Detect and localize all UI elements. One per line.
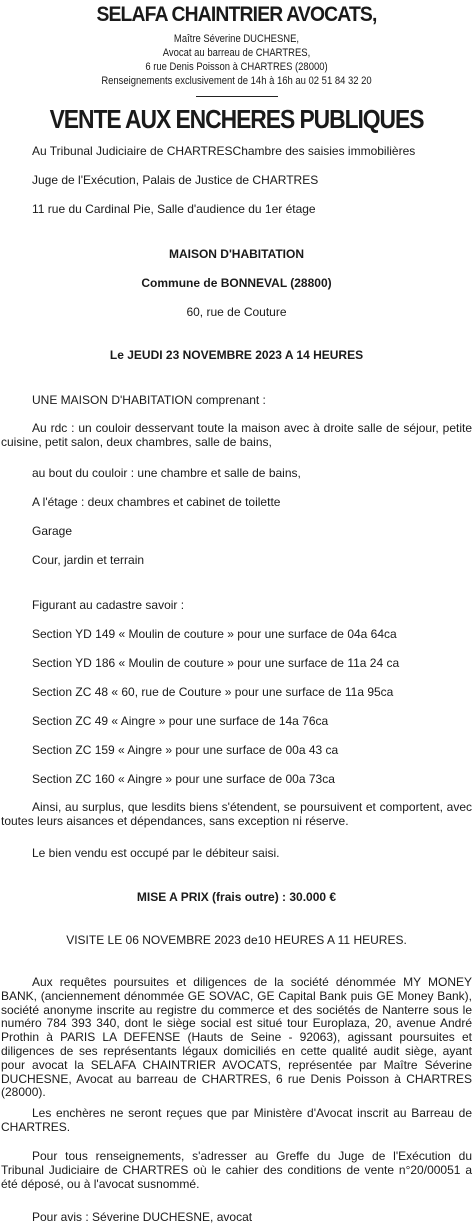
description-intro: UNE MAISON D'HABITATION comprenant : bbox=[32, 393, 266, 407]
sale-title: VENTE AUX ENCHERES PUBLIQUES bbox=[49, 104, 424, 134]
description-bout: au bout du couloir : une chambre et salle de bains, bbox=[32, 466, 301, 480]
cadastre-section: Section ZC 49 « Aingre » pour une surface de 14a 76ca bbox=[32, 714, 329, 728]
starting-price: MISE A PRIX (frais outre) : 30.000 € bbox=[136, 890, 337, 904]
signature: Pour avis : Séverine DUCHESNE, avocat bbox=[32, 1210, 253, 1224]
cadastre-section: Section ZC 160 « Aingre » pour une surface de 00a 73ca bbox=[32, 772, 335, 786]
description-garage: Garage bbox=[32, 524, 73, 538]
lawyer-address: 6 rue Denis Poisson à CHARTRES (28000) bbox=[145, 61, 328, 73]
description-etage: A l'étage : deux chambres et cabinet de toilette bbox=[32, 495, 281, 509]
info-paragraph: Pour tous renseignements, s'adresser au Greffe du Juge de l'Exécution du Tribunal Judiciaire de CHARTRES où le cahier des conditions de vente n°20/00051 a été déposé, ou à l'avocat susnommé. bbox=[1, 1149, 472, 1191]
property-address: 60, rue de Couture bbox=[186, 305, 287, 319]
firm-name: SELAFA CHAINTRIER AVOCATS, bbox=[96, 3, 377, 26]
lawyer-name: Maître Séverine DUCHESNE, bbox=[173, 33, 300, 45]
lawyer-bar: Avocat au barreau de CHARTRES, bbox=[162, 47, 311, 59]
lawyer-hours: Renseignements exclusivement de 14h à 16h au 02 51 84 32 20 bbox=[101, 75, 372, 87]
bids-paragraph: Les enchères ne seront reçues que par Ministère d'Avocat inscrit au Barreau de CHARTRES. bbox=[1, 1106, 472, 1134]
header-divider bbox=[196, 96, 278, 97]
court-line-2: Juge de l'Exécution, Palais de Justice de CHARTRES bbox=[32, 173, 319, 187]
sale-date: Le JEUDI 23 NOVEMBRE 2023 A 14 HEURES bbox=[109, 348, 364, 362]
property-commune: Commune de BONNEVAL (28800) bbox=[141, 276, 332, 290]
court-line-3: 11 rue du Cardinal Pie, Salle d'audience du 1er étage bbox=[32, 202, 316, 216]
property-type: MAISON D'HABITATION bbox=[168, 247, 305, 261]
description-cour: Cour, jardin et terrain bbox=[32, 553, 145, 567]
requests-paragraph: Aux requêtes poursuites et diligences de la société dénommée MY MONEY BANK, (anciennement dénommée GE SOVAC, GE Capital Bank puis GE Money Bank), société anonyme inscrite au registre du commerce et des sociétés de Nanterre sous le numéro 784 393 340, dont le siège social est situé tour Europlaza, 20, avenue André Prothin à PARIS LA DEFENSE (Hauts de Seine - 92063), agissant poursuites et diligences de ses représentants légaux domiciliés en cette qualité audit siège, ayant pour avocat la SELAFA CHAINTRIER AVOCATS, représentée par Maître Séverine DUCHESNE, Avocat au barreau de CHARTRES, 6 rue Denis Poisson à CHARTRES (28000). bbox=[1, 975, 472, 1100]
cadastre-section: Section YD 149 « Moulin de couture » pour une surface de 04a 64ca bbox=[32, 627, 397, 641]
visit-date: VISITE LE 06 NOVEMBRE 2023 de10 HEURES A 11 HEURES. bbox=[66, 933, 407, 947]
occupation-note: Le bien vendu est occupé par le débiteur saisi. bbox=[32, 846, 280, 860]
cadastre-section: Section YD 186 « Moulin de couture » pour une surface de 11a 24 ca bbox=[32, 656, 400, 670]
cadastre-section: Section ZC 48 « 60, rue de Couture » pour une surface de 11a 95ca bbox=[32, 685, 394, 699]
court-line-1: Au Tribunal Judiciaire de CHARTRESChambre des saisies immobilières bbox=[32, 144, 416, 158]
description-rdc: Au rdc : un couloir desservant toute la maison avec à droite salle de séjour, petite cuisine, petit salon, deux chambres, salle de bains, bbox=[1, 421, 472, 449]
surplus-paragraph: Ainsi, au surplus, que lesdits biens s'étendent, se poursuivent et comportent, avec toutes leurs aisances et dépendances, sans exception ni réserve. bbox=[1, 800, 472, 828]
cadastre-section: Section ZC 159 « Aingre » pour une surface de 00a 43 ca bbox=[32, 743, 339, 757]
cadastre-intro: Figurant au cadastre savoir : bbox=[32, 598, 185, 612]
